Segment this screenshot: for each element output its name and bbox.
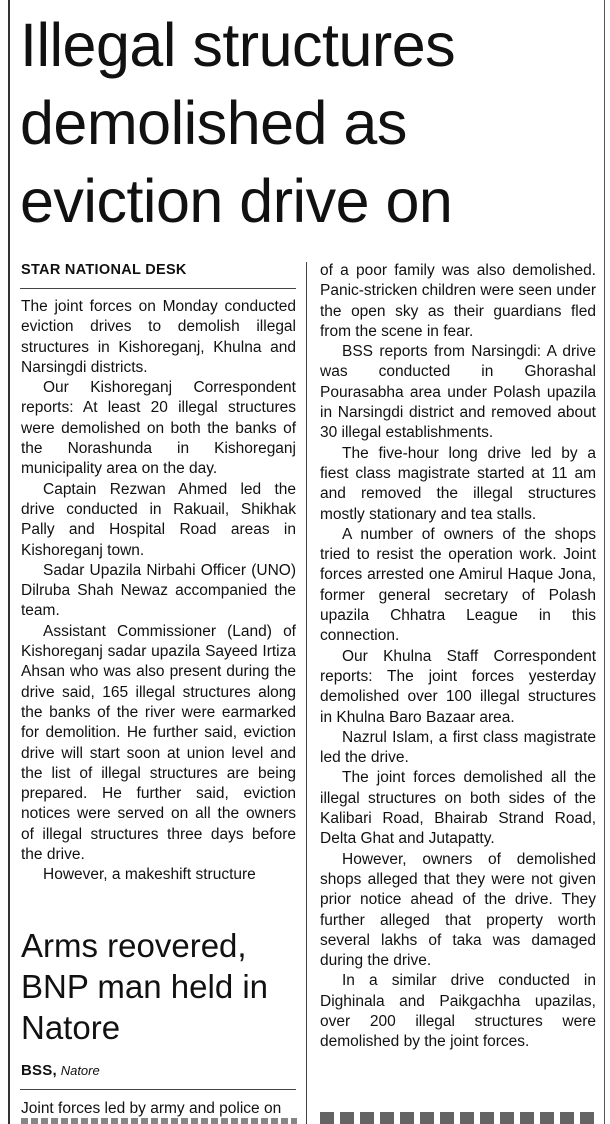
article-column-1 bbox=[21, 297, 296, 886]
paragraph: The five-hour long drive led by a fiest class magistrate started at 11 am and removed the illegal structures mostly stationary and tea stalls. bbox=[320, 444, 596, 523]
paragraph: of a poor family was also demolished. Panic-stricken children were seen under the open sky as their guardians fled from the scene in fear. bbox=[320, 262, 596, 340]
cropped-next-headline bbox=[320, 1112, 596, 1124]
desk-credit: STAR NATIONAL DESK bbox=[21, 262, 187, 278]
paragraph: In a similar drive conducted in Dighinala and Paikgachha upazilas, over 200 illegal structures were demolished by the joint forces. bbox=[320, 972, 596, 1051]
paragraph: The joint forces demolished all the illegal structures on both sides of the Kalibari Road, Bhairab Strand Road, Delta Ghat and Jutapatty. bbox=[320, 769, 596, 848]
paragraph: Assistant Commissioner (Land) of Kishoreganj sadar upazila Sayeed Irtiza Ahsan who was also present during the drive said, 165 illegal structures along the banks of the river were earmarked for demolition. He further said, eviction drive will start soon at union level and the list of illegal structures are being prepared. He further said, eviction notices were served on all the owners of illegal structures three days before the drive. bbox=[21, 622, 296, 864]
article-headline: Illegal structures demolished as eviction drive on bbox=[20, 11, 456, 235]
paragraph: Our Khulna Staff Correspondent reports: The joint forces yesterday demolished over 100 illegal structures in Khulna Baro Bazaar area. bbox=[320, 647, 596, 726]
paragraph: Our Kishoreganj Correspondent reports: At least 20 illegal structures were demolished on both the banks of the Norashunda in Kishoreganj municipality area on the day. bbox=[21, 379, 296, 478]
paragraph: However, owners of demolished shops alleged that they were not given prior notice ahead of the drive. They further alleged that property worth several lakhs of taka was damaged during the drive. bbox=[320, 850, 596, 970]
right-border-rule bbox=[604, 0, 605, 1124]
paragraph: A number of owners of the shops tried to resist the operation work. Joint forces arrested one Amirul Haque Jona, former general secretary of Polash upazila Chhatra League in this connection. bbox=[320, 525, 596, 645]
paragraph: The joint forces on Monday conducted eviction drives to demolish illegal structures in Kishoreganj, Khulna and Narsingdi districts. bbox=[21, 298, 296, 376]
cropped-text-line bbox=[21, 1118, 297, 1124]
paragraph: Captain Rezwan Ahmed led the drive conducted in Rakuail, Shikhak Pally and Hospital Road areas in Kishoreganj town. bbox=[21, 480, 296, 559]
desk-underline bbox=[20, 288, 296, 289]
second-story-lead: Joint forces led by army and police on bbox=[21, 1100, 282, 1117]
paragraph: BSS reports from Narsingdi: A drive was conducted in Ghorashal Pourasabha area under Polash upazila in Narsingdi district and removed about 30 illegal establishments. bbox=[320, 343, 596, 442]
paragraph: Sadar Upazila Nirbahi Officer (UNO) Dilruba Shah Newaz accompanied the team. bbox=[21, 561, 296, 620]
column-divider bbox=[306, 262, 307, 1124]
paragraph: However, a makeshift structure bbox=[43, 866, 256, 884]
byline-underline bbox=[20, 1089, 296, 1090]
paragraph: Nazrul Islam, a first class magistrate led the drive. bbox=[320, 728, 596, 767]
left-border-rule bbox=[8, 0, 10, 1124]
byline-place: Natore bbox=[60, 1063, 100, 1078]
article-column-2 bbox=[320, 261, 596, 1053]
byline-agency: BSS, bbox=[21, 1062, 57, 1079]
second-story-headline: Arms reovered, BNP man held in Natore bbox=[21, 927, 269, 1046]
second-story-byline bbox=[21, 1062, 100, 1079]
